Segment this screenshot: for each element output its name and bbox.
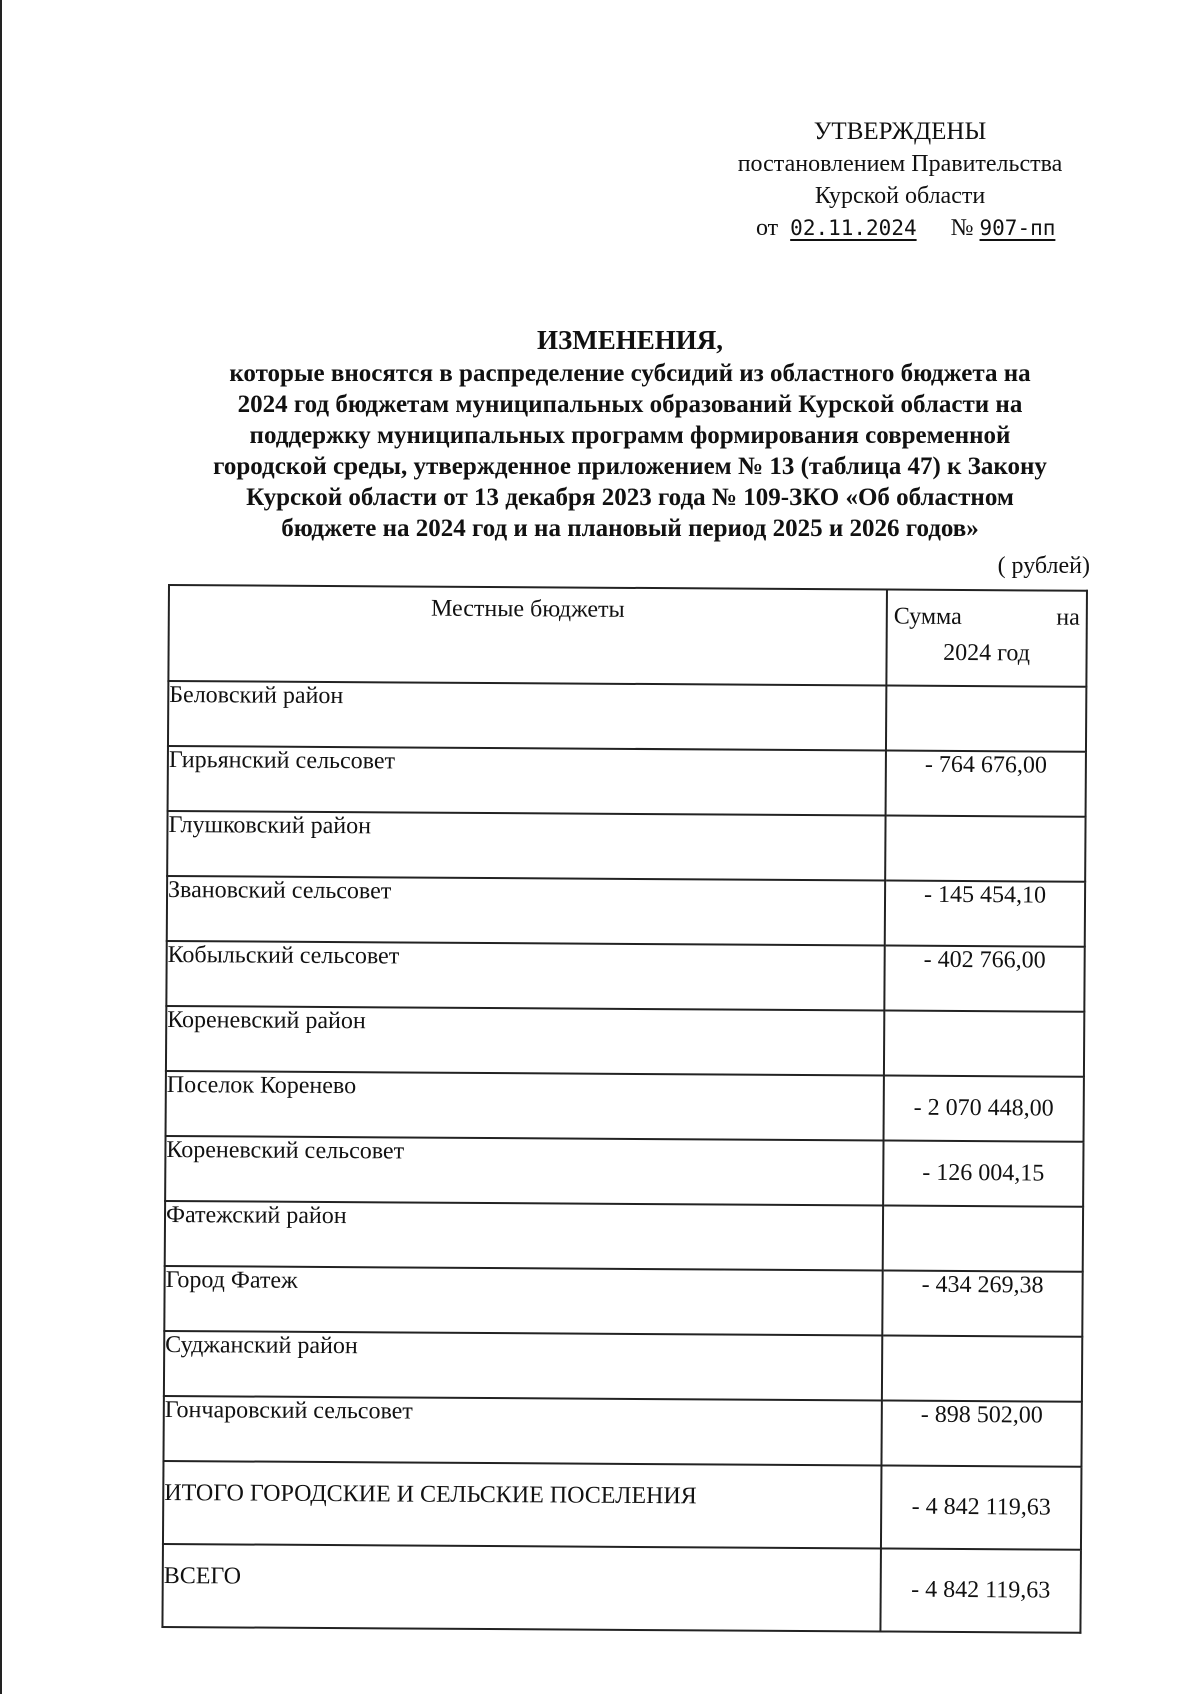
table-row [168, 746, 1086, 817]
row-name: Беловский район [168, 681, 886, 751]
table-row [165, 1201, 1083, 1272]
row-name: Гончаровский сельсовет [163, 1396, 881, 1466]
title-line: Курской области от 13 декабря 2023 года № 109-ЗКО «Об областном [246, 484, 1014, 511]
title-heading: ИЗМЕНЕНИЯ, [536, 325, 723, 355]
header-sum [886, 590, 1087, 687]
table-row-subtotal [163, 1461, 1082, 1550]
document-title [160, 325, 1100, 544]
header-sum-word: Сумма [893, 603, 962, 630]
row-amount: - 126 004,15 [883, 1141, 1083, 1207]
approval-line-1: постановлением Правительства [737, 151, 1063, 177]
row-name: Суджанский район [164, 1331, 882, 1401]
row-name: ВСЕГО [162, 1544, 881, 1632]
row-amount [885, 816, 1085, 882]
row-name: ИТОГО ГОРОДСКИЕ И СЕЛЬСКИЕ ПОСЕЛЕНИЯ [163, 1461, 882, 1549]
row-amount: - 4 842 119,63 [880, 1548, 1081, 1632]
row-amount [882, 1336, 1082, 1402]
row-name: Город Фатеж [164, 1266, 882, 1336]
table-row [166, 941, 1084, 1012]
title-line: 2024 год бюджетам муниципальных образований Курской области на [237, 391, 1023, 418]
table-row [164, 1266, 1082, 1337]
table-header-row [168, 585, 1087, 687]
table-row [168, 681, 1086, 752]
row-name: Кореневский район [166, 1006, 884, 1076]
table-row [167, 876, 1085, 947]
row-name: Кобыльский сельсовет [166, 941, 884, 1011]
budget-table [161, 584, 1088, 1634]
row-amount: - 898 502,00 [881, 1401, 1081, 1467]
table-row [163, 1396, 1081, 1467]
row-name: Кореневский сельсовет [165, 1136, 883, 1206]
table-row [164, 1331, 1082, 1402]
header-sum-year: 2024 год [943, 639, 1031, 667]
approval-block [690, 116, 1110, 244]
table-row [166, 1006, 1084, 1077]
header-local-budgets: Местные бюджеты [168, 585, 887, 686]
table-row [165, 1136, 1083, 1207]
approval-number: 907-пп [979, 216, 1056, 240]
title-line: которые вносятся в распределение субсидий из областного бюджета на [229, 360, 1031, 387]
table-row [167, 811, 1085, 882]
approval-date: 02.11.2024 [790, 216, 917, 240]
approval-line-2: Курской области [814, 183, 986, 209]
unit-label: ( рублей) [997, 553, 1090, 579]
table-row-total [162, 1544, 1081, 1633]
row-name: Глушковский район [167, 811, 885, 881]
approval-date-line [690, 212, 1110, 244]
title-line: бюджете на 2024 год и на плановый период 2025 и 2026 годов» [281, 515, 979, 542]
row-name: Фатежский район [165, 1201, 883, 1271]
title-line: поддержку муниципальных программ формирования современной [249, 422, 1011, 449]
row-name: Поселок Коренево [166, 1071, 884, 1141]
header-sum-on: на [1056, 604, 1080, 631]
date-prefix: от [756, 215, 779, 241]
title-line: городской среды, утвержденное приложением № 13 (таблица 47) к Закону [213, 453, 1047, 480]
scan-edge-line [0, 0, 2, 1694]
approval-status: УТВЕРЖДЕНЫ [813, 118, 987, 145]
row-name: Звановский сельсовет [167, 876, 885, 946]
row-amount [886, 686, 1086, 752]
row-amount: - 4 842 119,63 [881, 1466, 1082, 1550]
row-amount [883, 1206, 1083, 1272]
row-name: Гирьянский сельсовет [168, 746, 886, 816]
number-prefix: № [950, 215, 974, 241]
row-amount: - 402 766,00 [884, 946, 1084, 1012]
row-amount: - 434 269,38 [882, 1271, 1082, 1337]
row-amount: - 145 454,10 [885, 881, 1085, 947]
row-amount [884, 1011, 1084, 1077]
table-row [166, 1071, 1084, 1142]
row-amount: - 764 676,00 [886, 751, 1086, 817]
row-amount: - 2 070 448,00 [884, 1076, 1084, 1142]
